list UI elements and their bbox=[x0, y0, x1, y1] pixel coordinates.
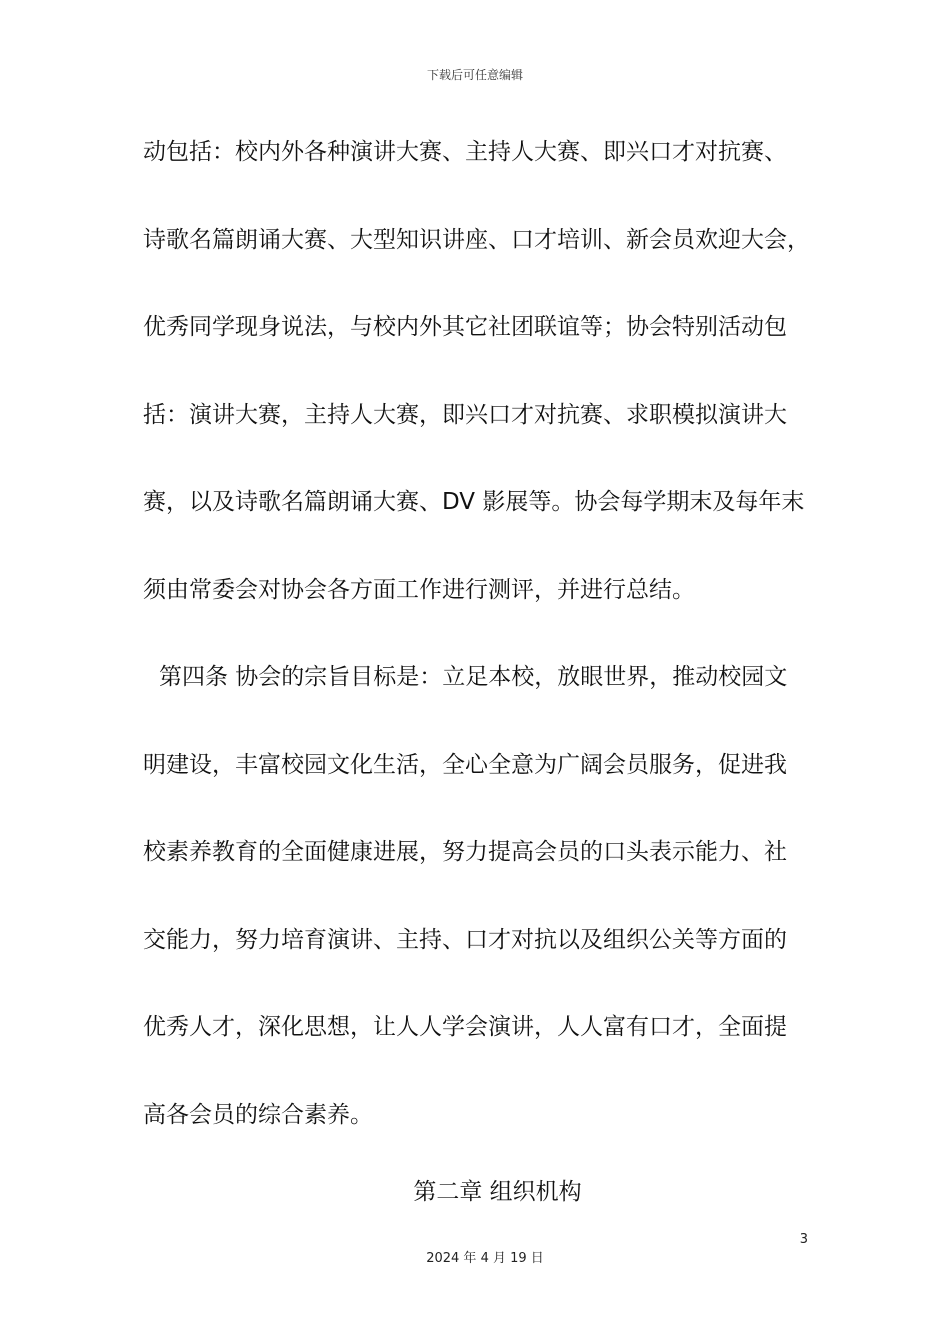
article-four-start: 第四条 协会的宗旨目标是：立足本校，放眼世界，推动校园文 bbox=[159, 664, 788, 690]
paragraph-line: 赛，以及诗歌名篇朗诵大赛、DV 影展等。协会每学期末及每年末 bbox=[143, 489, 805, 515]
body-text bbox=[143, 126, 823, 1176]
paragraph-line: 优秀同学现身说法，与校内外其它社团联谊等；协会特别活动包 bbox=[143, 314, 787, 340]
paragraph-line: 明建设，丰富校园文化生活，全心全意为广阔会员服务，促进我 bbox=[143, 751, 787, 778]
paragraph-line: 高各会员的综合素养。 bbox=[143, 1101, 373, 1128]
header-note: 下载后可任意编辑 bbox=[426, 68, 523, 82]
paragraph-line: 括：演讲大赛，主持人大赛，即兴口才对抗赛、求职模拟演讲大 bbox=[143, 401, 787, 428]
footer-date: 2024 年 4 月 19 日 bbox=[426, 1251, 544, 1266]
paragraph-line: 须由常委会对协会各方面工作进行测评，并进行总结。 bbox=[143, 576, 695, 603]
paragraph-line: 动包括：校内外各种演讲大赛、主持人大赛、即兴口才对抗赛、 bbox=[143, 139, 787, 165]
paragraph-line: 校素养教育的全面健康进展，努力提高会员的口头表示能力、社 bbox=[143, 839, 787, 865]
page-number: 3 bbox=[799, 1232, 808, 1247]
paragraph-line: 交能力，努力培育演讲、主持、口才对抗以及组织公关等方面的 bbox=[143, 926, 787, 953]
paragraph-line: 优秀人才，深化思想，让人人学会演讲，人人富有口才，全面提 bbox=[143, 1014, 787, 1040]
paragraph-line: 诗歌名篇朗诵大赛、大型知识讲座、口才培训、新会员欢迎大会， bbox=[143, 226, 810, 253]
chapter-heading: 第二章 组织机构 bbox=[413, 1179, 582, 1205]
